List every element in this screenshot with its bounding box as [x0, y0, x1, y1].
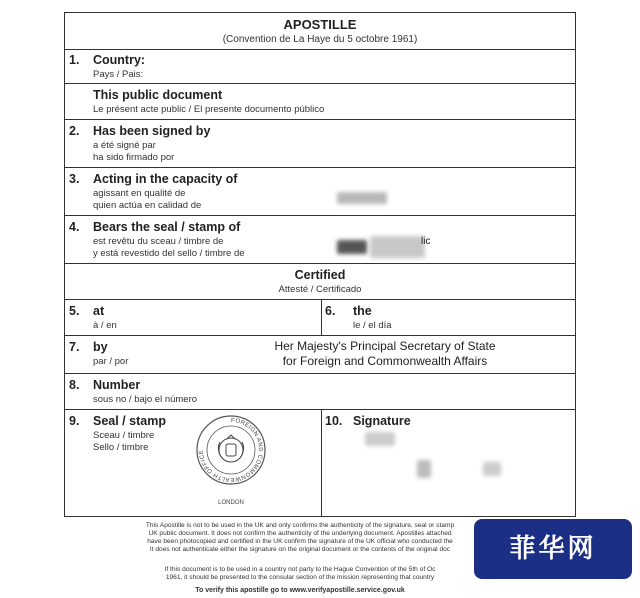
- seal-sub-es: y está revestido del sello / timbre de: [93, 248, 245, 259]
- apostille-form: [64, 12, 576, 517]
- at-label: at: [93, 304, 105, 318]
- field-number: 1.: [69, 53, 80, 67]
- row-seal: [65, 215, 575, 263]
- signature-label: Signature: [353, 414, 411, 428]
- field-number: 2.: [69, 124, 80, 138]
- by-value-line1: Her Majesty's Principal Secretary of State: [274, 339, 496, 353]
- country-label: Country:: [93, 53, 146, 67]
- row-signed: [65, 119, 575, 167]
- footer-note-line: This Apostille is not to be used in the UK and only confirms the authenticity of the signature, seal or stamp: [145, 522, 455, 529]
- footer-note-line: If this document is to be used in a country not party to the Hague Convention of the 5th of Oc: [164, 566, 436, 573]
- public-doc-sub: Le présent acte public / El presente documento público: [93, 104, 325, 115]
- country-sub: Pays / Pais:: [93, 69, 144, 80]
- row-certified: [65, 263, 575, 299]
- stamp-sub-es: Sello / timbre: [93, 442, 149, 453]
- by-label: by: [93, 340, 108, 354]
- stamp-label: Seal / stamp: [93, 414, 166, 428]
- seal-sub-fr: est revêtu du sceau / timbre de: [93, 236, 224, 247]
- by-value-line2: for Foreign and Commonwealth Affairs: [282, 354, 488, 368]
- redacted-value: [337, 240, 367, 254]
- number-sub: sous no / bajo el número: [93, 394, 198, 405]
- public-doc-label: This public document: [93, 88, 223, 102]
- footer-note-line: 1961, it should be presented to the consular section of the mission representing that country: [165, 574, 435, 581]
- seal-label: Bears the seal / stamp of: [93, 220, 241, 234]
- row-by: [65, 335, 575, 373]
- by-sub: par / por: [93, 356, 129, 367]
- seal-ring-text: FOREIGN AND COMMONWEALTH OFFICE: [198, 417, 263, 483]
- document-title: APOSTILLE: [283, 17, 357, 32]
- redacted-signature: [483, 462, 501, 476]
- footer-note-line: UK public document. It does not confirm the authenticity of the underlying document. Apostilles attached: [148, 530, 452, 537]
- capacity-label: Acting in the capacity of: [93, 172, 238, 186]
- redacted-signature: [417, 460, 431, 478]
- verify-link-text: To verify this apostille go to www.verifyapostille.service.gov.uk: [195, 587, 405, 594]
- number-label: Number: [93, 378, 141, 392]
- certified-sub: Attesté / Certificado: [278, 284, 362, 295]
- site-watermark-logo: 菲华网: [474, 519, 632, 579]
- capacity-sub-es: quien actúa en calidad de: [93, 200, 202, 211]
- signed-sub-fr: a été signé par: [93, 140, 156, 151]
- seal-partial-value: lic: [421, 236, 431, 247]
- signed-label: Has been signed by: [93, 124, 211, 138]
- row-capacity: [65, 167, 575, 215]
- certified-label: Certified: [294, 268, 346, 282]
- field-number: 9.: [69, 414, 80, 428]
- signed-sub-es: ha sido firmado por: [93, 152, 175, 163]
- field-number: 8.: [69, 378, 80, 392]
- field-number: 6.: [325, 304, 336, 318]
- row-country: [65, 49, 575, 83]
- field-number: 3.: [69, 172, 80, 186]
- at-sub: à / en: [93, 320, 117, 331]
- redacted-signature: [365, 432, 395, 446]
- date-sub: le / el día: [353, 320, 392, 331]
- svg-text:FOREIGN AND COMMONWEALTH OFFIC: [199, 418, 263, 482]
- row-public-document: [65, 83, 575, 119]
- column-divider: [321, 300, 322, 335]
- header-row: [65, 13, 575, 49]
- seal-city: LONDON: [218, 500, 244, 506]
- footer-note-line: It does not authenticate either the signature on the original document or the contents of the original doc: [149, 546, 451, 553]
- field-number: 10.: [325, 414, 343, 428]
- row-place-date: [65, 299, 575, 335]
- date-label: the: [353, 304, 372, 318]
- row-number: [65, 373, 575, 409]
- field-number: 4.: [69, 220, 80, 234]
- stamp-sub-fr: Sceau / timbre: [93, 430, 155, 441]
- capacity-sub-fr: agissant en qualité de: [93, 188, 186, 199]
- fco-seal-stamp: [195, 412, 267, 512]
- column-divider: [321, 410, 322, 517]
- row-stamp-signature: [65, 409, 575, 517]
- redacted-value: [337, 192, 387, 204]
- document-subtitle: (Convention de La Haye du 5 octobre 1961): [222, 34, 418, 45]
- field-number: 7.: [69, 340, 80, 354]
- footer-note-line: have been photocopied and certified in the UK confirm the signature of the UK official who conducted the: [147, 538, 453, 545]
- field-number: 5.: [69, 304, 80, 318]
- redacted-value: [370, 236, 425, 258]
